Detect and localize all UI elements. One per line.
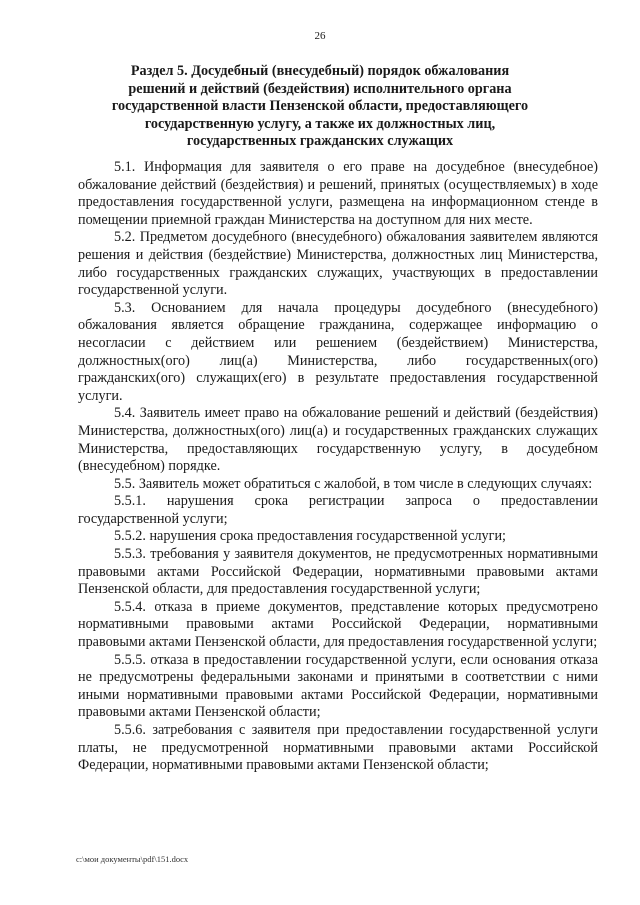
document-body	[78, 159, 598, 775]
paragraph-5-3: 5.3. Основанием для начала процедуры досудебного (внесудебного) обжалования является обращение гражданина, содержащее информацию о несогласии с действием или решением (бездействием) Министерства, должностных(ого) лиц(а) Министерства, либо государственных(ого) гражданских(ого) служащих(его) в результате предоставления государственной услуги.	[78, 299, 598, 404]
footer-file-path: c:\мои документы\pdf\151.docx	[76, 854, 189, 864]
heading-line: государственную услугу, а также их должностных лиц,	[144, 115, 496, 132]
page-number: 26	[314, 30, 326, 42]
paragraph-5-1: 5.1. Информация для заявителя о его праве на досудебное (внесудебное) обжалование действий (бездействия) и решений, принятых (осуществляемых) в ходе предоставления государственной услуги, размещена на информационном стенде в помещении приемной граждан Министерства на доступном для них месте.	[78, 159, 598, 228]
paragraph-5-4: 5.4. Заявитель имеет право на обжалование решений и действий (бездействия) Министерства, должностных(ого) лиц(а) и государственных гражданских служащих Министерства, предоставляющих государственную услугу, в досудебном (внесудебном) порядке.	[78, 405, 598, 475]
paragraph-5-5: 5.5. Заявитель может обратиться с жалобой, в том числе в следующих случаях:	[114, 475, 593, 492]
heading-line: решений и действий (бездействия) исполнительного органа	[128, 80, 512, 97]
paragraph-5-2: 5.2. Предметом досудебного (внесудебного) обжалования заявителем являются решения и действия (бездействие) Министерства, должностных лиц Министерства, либо государственных гражданских служащих, участвующих в предоставлении государственной услуги.	[78, 229, 598, 299]
paragraph-5-5-1: 5.5.1. нарушения срока регистрации запроса о предоставлении государственной услуги;	[78, 493, 598, 527]
heading-line: Раздел 5. Досудебный (внесудебный) порядок обжалования	[130, 63, 510, 79]
paragraph-5-5-5: 5.5.5. отказа в предоставлении государственной услуги, если основания отказа не предусмотрены федеральными законами и принятыми в соответствии с ними иными нормативными правовыми актами Российской Федерации, нормативными правовыми актами Пензенской области;	[78, 651, 598, 721]
heading-line: государственных гражданских служащих	[186, 133, 454, 149]
heading-line: государственной власти Пензенской области, предоставляющего	[111, 98, 529, 114]
paragraph-5-5-3: 5.5.3. требования у заявителя документов, не предусмотренных нормативными правовыми актами Российской Федерации, нормативными правовыми актами Пензенской области, для предоставления государственной услуги;	[78, 546, 598, 598]
paragraph-5-5-6: 5.5.6. затребования с заявителя при предоставлении государственной услуги платы, не предусмотренной нормативными правовыми актами Российской Федерации, нормативными правовыми актами Пензенской области;	[78, 722, 598, 774]
paragraph-5-5-4: 5.5.4. отказа в приеме документов, представление которых предусмотрено нормативными правовыми актами Российской Федерации, нормативными правовыми актами Пензенской области, для предоставления государственной услуги;	[78, 598, 598, 651]
paragraph-5-5-2: 5.5.2. нарушения срока предоставления государственной услуги;	[114, 528, 506, 545]
section-heading	[86, 63, 554, 151]
